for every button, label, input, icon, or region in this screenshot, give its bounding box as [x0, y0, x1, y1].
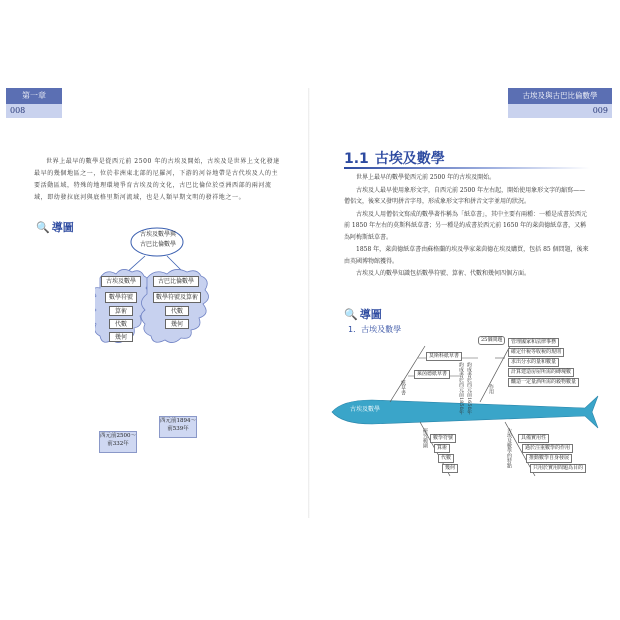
fishbone-box: 算術: [434, 444, 450, 453]
fishbone-box: 管理國家和法律事務: [508, 338, 559, 347]
body-paragraph: 古埃及人用僧侶文寫成的數學著作稱為「紙草書」，其中主要有兩種：一種是成書於西元前 1850 年左右的莫斯科紙草書；另一種是約成書於西元前 1650 年的萊茵德紙草書，又稱為阿梅斯紙草書。: [344, 210, 588, 241]
left-page: [0, 88, 310, 518]
right-guide-heading: [344, 306, 382, 322]
left-page-number: 008: [6, 104, 62, 118]
egypt-item: 幾何: [109, 332, 133, 342]
fishbone-box: 確定什稅等收稅的規則: [508, 348, 564, 357]
right-page-number: 009: [508, 104, 612, 118]
body-paragraph: 古埃及人最早使用象形文字，自西元前 2500 年左右起，開始使用象形文字的縮寫——僧侶文，後來又發明拼音字母，形成象形文字和拼音文字並用的狀況。: [344, 186, 586, 205]
babylon-item: 代數: [165, 306, 189, 316]
fishbone-head-label: 古埃及數學: [350, 406, 381, 413]
egypt-date-tag: 西元前2500～前332年: [99, 431, 137, 453]
right-header-title: 古埃及與古巴比倫數學: [508, 88, 612, 104]
fishbone-vlabel: 約成書於西元前1650年: [466, 362, 472, 415]
babylon-item: 數學符號及算術: [153, 292, 201, 303]
fishbone-box: 數學符號: [430, 434, 456, 443]
fishbone-box: 具備實用性: [518, 434, 549, 443]
chapter-tab: 第一章: [6, 88, 62, 104]
fishbone-box: 推動數學自身發展: [526, 454, 572, 463]
fishbone-vlabel: 古埃及數學的特點: [506, 428, 512, 468]
egypt-item: 算術: [109, 306, 133, 316]
body-paragraph: 古埃及人的數學知識包括數學符號、算術、代數和幾何四個方面。: [356, 270, 531, 277]
left-mind-map: [95, 226, 225, 447]
egypt-head-box: 古埃及數學: [101, 276, 141, 287]
babylon-item: 幾何: [165, 319, 189, 329]
fishbone-vlabel: 作用: [488, 384, 494, 394]
mind-map-root: 古埃及數學與古巴比倫數學: [139, 231, 176, 248]
fishbone-box: 計算建造房屋所需的磚塊數: [508, 368, 574, 377]
fishbone-diagram: [330, 336, 600, 486]
left-intro-paragraph: 世界上最早的數學是從西元前 2500 年的古埃及開始，古埃及是世界上文化發達最早的幾個地區之一，位於非洲東北部的尼羅河，下游的河谷地帶是古代埃及人的主要活動區域，特殊的地理環境爭育古埃及的文化，古巴比倫位於亞洲西部的兩河流域，即幼發拉底河與底格里斯河流域，也是人類早期文明的發祥地之一。: [34, 158, 280, 201]
mind-map-clouds: [95, 226, 225, 436]
right-page-header: [508, 88, 612, 132]
section-heading: [344, 148, 445, 168]
left-intro-text: [34, 156, 282, 204]
fishbone-box: 求出分水的量和數量: [508, 358, 559, 367]
fishbone-top-tag: 25個問題: [478, 336, 505, 345]
fishbone-vlabel: 約成書於西元前1850年: [458, 362, 464, 415]
fishbone-vlabel: 研究範圍: [422, 428, 428, 448]
fishbone-vlabel: 紙草書: [400, 380, 406, 395]
babylon-date-tag: 西元前1894～前539年: [159, 416, 197, 438]
left-guide-heading: [36, 219, 74, 235]
fishbone-box: 幾何: [442, 464, 458, 473]
magnifier-icon: 🔍: [36, 220, 50, 234]
section-underline: [344, 167, 590, 169]
section-title: 古埃及數學: [374, 151, 445, 167]
fishbone-box: 釀造一定量酒所需的穀物數量: [508, 378, 579, 387]
fishbone-box: 莫斯科紙草書: [426, 352, 462, 361]
fishbone-box: 過於注重數學的作用: [522, 444, 573, 453]
sub-heading: 1．古埃及數學: [348, 325, 402, 334]
left-guide-title: 導圖: [51, 221, 74, 234]
fishbone-box: 只用於實用問題為目的: [530, 464, 586, 473]
magnifier-icon: 🔍: [344, 307, 358, 321]
egypt-item: 數學符號: [105, 292, 137, 303]
right-guide-title: 導圖: [359, 308, 382, 321]
body-paragraph: 世界上最早的數學從西元前 2500 年的古埃及開始。: [356, 174, 496, 181]
fishbone-box: 萊茵德紙草書: [414, 370, 450, 379]
egypt-item: 代數: [109, 319, 133, 329]
babylon-head-box: 古巴比倫數學: [153, 276, 199, 287]
section-number: 1.1: [344, 151, 369, 167]
body-paragraph: 1858 年，萊茵德紙草書由蘇格蘭的埃及學家萊茵德在埃及購買，包括 85 個問題，後來由英國博物館獲得。: [344, 246, 589, 265]
right-body-text: [344, 172, 590, 281]
left-page-header: [6, 88, 62, 132]
fishbone-box: 代數: [438, 454, 454, 463]
